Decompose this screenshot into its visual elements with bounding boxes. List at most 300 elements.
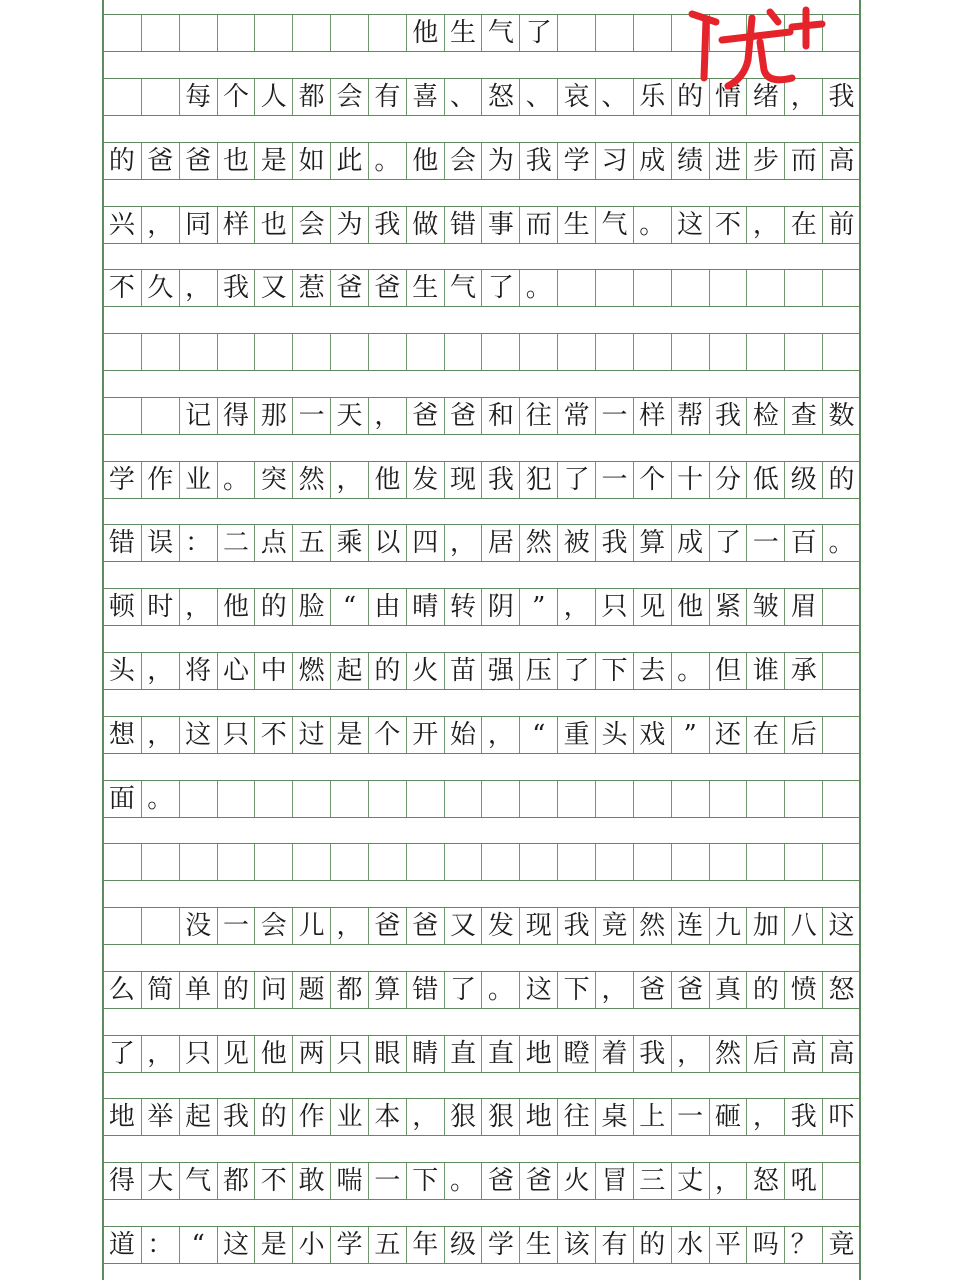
grid-cell: 那 [254,398,292,434]
right-border-line [859,0,861,1280]
grid-cell: 事 [481,207,519,243]
grid-cell: 算 [368,972,406,1008]
grid-cell: 得 [217,398,255,434]
grid-cell: 皱 [746,589,784,625]
grid-cell: 的 [254,1099,292,1135]
grid-cell: 一 [217,908,255,944]
grid-cell [633,334,671,370]
grid-cell: 级 [784,462,822,498]
grid-cell: 天 [330,398,368,434]
grid-cell [822,1163,860,1199]
grid-cell: 竟 [595,908,633,944]
grid-cell: ： [141,1227,179,1263]
grid-cell [557,334,595,370]
grid-cell [784,781,822,817]
grid-cell: 喜 [406,79,444,115]
grid-cell: 起 [330,653,368,689]
grid-cell [141,334,179,370]
grid-cell: 燃 [292,653,330,689]
grid-cell: 喘 [330,1163,368,1199]
grid-cell: 承 [784,653,822,689]
grid-cell: 起 [179,1099,217,1135]
grid-cell: 在 [746,717,784,753]
grid-cell: 戏 [633,717,671,753]
grid-cell: 误 [141,525,179,561]
grid-cell: ， [746,1099,784,1135]
grid-cell [557,781,595,817]
grid-cell: 怒 [481,79,519,115]
grid-cell: 不 [254,717,292,753]
grid-cell: 连 [671,908,709,944]
grid-cell: 的 [746,972,784,1008]
title-char [368,15,406,51]
grid-cell: 情 [709,79,747,115]
grid-cell: 帮 [671,398,709,434]
grid-cell: 简 [141,972,179,1008]
grid-cell: 错 [444,207,482,243]
grid-cell: 爸 [141,143,179,179]
grid-cell: 低 [746,462,784,498]
grid-cell: 一 [595,462,633,498]
grid-cell: 心 [217,653,255,689]
grid-cell: 地 [519,1099,557,1135]
grid-cell: 学 [108,464,135,495]
grade-stroke [792,24,822,27]
grid-cell: 怒 [746,1163,784,1199]
grid-cell: 大 [141,1163,179,1199]
grid-cell: 转 [444,589,482,625]
grid-cell: 后 [746,1036,784,1072]
grid-cell [822,717,860,753]
grid-cell: 真 [709,972,747,1008]
grid-cell [103,334,141,370]
grid-cell [557,844,595,880]
grid-cell [481,781,519,817]
title-char: 生 [444,15,482,51]
grid-cell [633,781,671,817]
grid-cell: 他 [368,462,406,498]
grid-cell: 不 [108,273,135,304]
grid-cell: 。 [217,462,255,498]
grid-cell: ， [141,207,179,243]
grid-cell: 。 [368,143,406,179]
grid-cell [254,334,292,370]
grid-cell: 查 [784,398,822,434]
grid-cell [746,781,784,817]
grid-cell: 重 [557,717,595,753]
grid-cell: 错 [406,972,444,1008]
grid-cell: 得 [108,1166,135,1197]
grid-cell: 阴 [481,589,519,625]
grid-cell [822,589,860,625]
grid-cell: ” [671,717,709,753]
grid-cell: 问 [254,972,292,1008]
grid-cell [179,781,217,817]
grid-cell: 爸 [406,908,444,944]
grid-cell [330,844,368,880]
grid-cell: 分 [709,462,747,498]
grid-cell [633,844,671,880]
grid-cell: 直 [481,1036,519,1072]
grid-cell: 爸 [481,1163,519,1199]
text-row [103,1098,860,1136]
grid-cell: 生 [519,1227,557,1263]
grid-cell: ， [481,717,519,753]
grid-cell: 学 [557,143,595,179]
grid-cell: 举 [141,1099,179,1135]
grid-cell [292,781,330,817]
grid-cell: 吼 [784,1163,822,1199]
grid-cell: 九 [709,908,747,944]
grid-cell: 上 [633,1099,671,1135]
grid-cell [784,844,822,880]
grade-stroke [760,42,792,80]
grid-cell: 算 [633,525,671,561]
grid-cell [141,79,179,115]
grid-cell: 个 [633,462,671,498]
grid-cell: 水 [671,1227,709,1263]
grid-cell [822,270,860,306]
grade-stroke [722,32,790,40]
grid-cell [822,781,860,817]
title-char [557,15,595,51]
grid-cell: 级 [444,1227,482,1263]
grid-cell: 我 [481,462,519,498]
grid-cell: 做 [406,207,444,243]
grid-cell: “ [519,717,557,753]
grid-cell: 。 [141,781,179,817]
grid-cell: 。 [444,1163,482,1199]
grid-cell: 地 [108,1102,135,1133]
grid-cell: 学 [481,1227,519,1263]
grid-cell [519,844,557,880]
grid-cell [595,270,633,306]
grid-cell: 没 [179,908,217,944]
grid-cell [368,844,406,880]
title-char [292,15,330,51]
grid-cell: 有 [368,79,406,115]
grid-cell: 。 [822,525,860,561]
grid-cell: 我 [822,79,860,115]
grid-cell: 面 [108,783,135,814]
grid-cell: 不 [254,1163,292,1199]
grid-cell: 突 [254,462,292,498]
grid-cell: 高 [822,143,860,179]
grid-cell [406,844,444,880]
grid-cell: 一 [746,525,784,561]
grid-cell: 的 [671,79,709,115]
grid-cell: 始 [444,717,482,753]
grid-cell: 有 [595,1227,633,1263]
grid-cell: 单 [179,972,217,1008]
grid-cell: 记 [179,398,217,434]
text-row [103,588,860,626]
grid-cell: 是 [254,143,292,179]
grid-cell: 一 [292,398,330,434]
grid-cell: 题 [292,972,330,1008]
grid-cell [292,844,330,880]
grid-cell [822,844,860,880]
grid-cell [595,844,633,880]
grid-cell: 都 [292,79,330,115]
grid-cell: 头 [595,717,633,753]
grid-cell: 气 [595,207,633,243]
grid-cell: 么 [108,974,135,1005]
grid-cell: 数 [822,398,860,434]
grid-cell: 往 [557,1099,595,1135]
grid-cell: 爸 [179,143,217,179]
grid-cell: 着 [595,1036,633,1072]
grid-cell [709,270,747,306]
grid-cell [746,334,784,370]
grid-cell: ， [179,589,217,625]
grid-cell: 爸 [330,270,368,306]
text-row [103,461,860,499]
grid-cell: 哀 [557,79,595,115]
grid-cell: 。 [633,207,671,243]
grid-cell [141,398,179,434]
grid-cell: 眉 [784,589,822,625]
grid-cell: 脸 [292,589,330,625]
grade-stroke [728,18,752,86]
grid-cell [671,844,709,880]
grid-cell [822,334,860,370]
title-char [179,15,217,51]
grid-cell: 不 [709,207,747,243]
grid-cell: 平 [709,1227,747,1263]
title-char: 他 [406,15,444,51]
grid-cell: 绪 [746,79,784,115]
grid-cell: 然 [709,1036,747,1072]
grid-cell [709,334,747,370]
grid-cell: 苗 [444,653,482,689]
grid-cell: 。 [671,653,709,689]
grid-cell: 高 [822,1036,860,1072]
grid-cell: 也 [217,143,255,179]
grid-cell: 会 [254,908,292,944]
grid-cell: 爸 [406,398,444,434]
grade-stroke [704,20,706,78]
grid-cell [784,334,822,370]
grid-cell: 、 [444,79,482,115]
grid-cell: ， [784,79,822,115]
grid-cell [519,781,557,817]
grid-cell: 的 [822,462,860,498]
grid-cell [595,781,633,817]
grid-cell: 样 [633,398,671,434]
grid-cell: 本 [368,1099,406,1135]
grid-cell: 爸 [444,398,482,434]
text-row [103,1035,860,1073]
grid-cell: 会 [292,207,330,243]
grid-cell: 只 [595,589,633,625]
grid-cell: 他 [254,1036,292,1072]
grid-cell: 后 [784,717,822,753]
grid-cell [292,334,330,370]
grid-cell [368,781,406,817]
grid-cell [406,781,444,817]
text-row [103,1226,860,1264]
grid-cell [633,270,671,306]
grid-cell: 为 [330,207,368,243]
grid-cell [746,270,784,306]
grid-cell: 兴 [108,209,135,240]
grid-cell: 久 [141,270,179,306]
grid-cell [217,781,255,817]
grid-cell: 了 [557,653,595,689]
grid-cell: “ [330,589,368,625]
grid-cell: 习 [595,143,633,179]
grid-cell [254,844,292,880]
grid-cell: 开 [406,717,444,753]
grid-cell [368,334,406,370]
grid-cell [519,334,557,370]
grid-cell: 瞪 [557,1036,595,1072]
grid-cell: 三 [633,1163,671,1199]
grid-cell: 进 [709,143,747,179]
grid-cell [595,334,633,370]
grid-cell: 加 [746,908,784,944]
grid-cell: 都 [217,1163,255,1199]
text-row [103,652,860,690]
grid-cell: 他 [406,143,444,179]
grid-cell: 下 [406,1163,444,1199]
grid-cell: 乘 [330,525,368,561]
grid-cell: 见 [217,1036,255,1072]
grid-cell: 爸 [671,972,709,1008]
grid-cell: 人 [254,79,292,115]
text-row [103,397,860,435]
grid-cell: 爸 [368,270,406,306]
title-char: 了 [519,15,557,51]
grid-cell: ： [179,525,217,561]
grid-cell: 去 [633,653,671,689]
grid-cell: 这 [217,1227,255,1263]
grid-cell: 生 [557,207,595,243]
grid-cell: 的 [254,589,292,625]
grid-cell: 下 [595,653,633,689]
grid-cell: 地 [519,1036,557,1072]
grid-cell: 成 [671,525,709,561]
title-char [330,15,368,51]
grid-cell: 然 [292,462,330,498]
grid-cell: 个 [217,79,255,115]
grid-cell: ， [746,207,784,243]
grid-cell: 而 [784,143,822,179]
grid-cell: 我 [217,270,255,306]
grid-cell: 常 [557,398,595,434]
grid-cell: 一 [671,1099,709,1135]
grid-cell: 我 [595,525,633,561]
grid-cell: 我 [709,398,747,434]
grid-cell: 、 [519,79,557,115]
grid-cell: 同 [179,207,217,243]
grid-cell: 我 [368,207,406,243]
text-row [103,206,860,244]
grid-cell: 了 [481,270,519,306]
grid-cell: 我 [557,908,595,944]
grid-cell: 但 [709,653,747,689]
grid-cell [784,270,822,306]
grid-cell: 爸 [633,972,671,1008]
grid-cell: 。 [519,270,557,306]
grid-cell: 成 [633,143,671,179]
grid-cell [103,398,141,434]
grid-cell [444,844,482,880]
grid-cell: “ [179,1227,217,1263]
grid-cell: 惹 [292,270,330,306]
grid-cell: ， [141,653,179,689]
grid-cell [141,844,179,880]
grid-cell: 该 [557,1227,595,1263]
grid-cell: 四 [406,525,444,561]
grid-cell: 只 [217,717,255,753]
grid-cell: 头 [108,656,135,686]
grid-cell: 年 [406,1227,444,1263]
grid-cell [330,781,368,817]
grid-cell: 都 [330,972,368,1008]
grid-cell: 以 [368,525,406,561]
grid-cell: 犯 [519,462,557,498]
grid-cell: 儿 [292,908,330,944]
grid-cell: 将 [179,653,217,689]
grid-cell [103,79,141,115]
grid-cell: 步 [746,143,784,179]
grid-cell: 道 [108,1230,135,1261]
title-char [633,15,671,51]
grid-cell: 错 [108,528,135,559]
grid-cell: 了 [709,525,747,561]
grid-cell: ， [406,1099,444,1135]
grid-cell: ， [330,462,368,498]
title-char [595,15,633,51]
grid-cell: 为 [481,143,519,179]
grid-cell: 学 [330,1227,368,1263]
grid-cell: 了 [108,1038,135,1069]
grid-cell: 这 [519,972,557,1008]
grid-cell [709,781,747,817]
grid-cell: 愤 [784,972,822,1008]
grid-cell: 气 [179,1163,217,1199]
grid-cell [217,334,255,370]
grid-cell: 谁 [746,653,784,689]
grid-cell: 现 [519,908,557,944]
grid-cell: 这 [179,717,217,753]
grid-cell: 狠 [444,1099,482,1135]
grid-cell: 他 [671,589,709,625]
grid-cell: 紧 [709,589,747,625]
grid-cell: 乐 [633,79,671,115]
grid-cell: 顿 [108,592,135,623]
grid-cell: 被 [557,525,595,561]
grid-cell: ， [368,398,406,434]
grid-cell: 爸 [368,908,406,944]
grid-cell: 五 [368,1227,406,1263]
grid-cell [103,844,141,880]
grid-cell: ” [519,589,557,625]
grid-cell: 的 [633,1227,671,1263]
grid-cell: 桌 [595,1099,633,1135]
grid-cell: ， [141,717,179,753]
grid-cell: 然 [633,908,671,944]
grid-cell: 八 [784,908,822,944]
grid-cell [217,844,255,880]
grid-cell [141,908,179,944]
grid-cell: ？ [784,1227,822,1263]
grid-cell: 生 [406,270,444,306]
grid-cell: ， [557,589,595,625]
grid-cell [254,781,292,817]
